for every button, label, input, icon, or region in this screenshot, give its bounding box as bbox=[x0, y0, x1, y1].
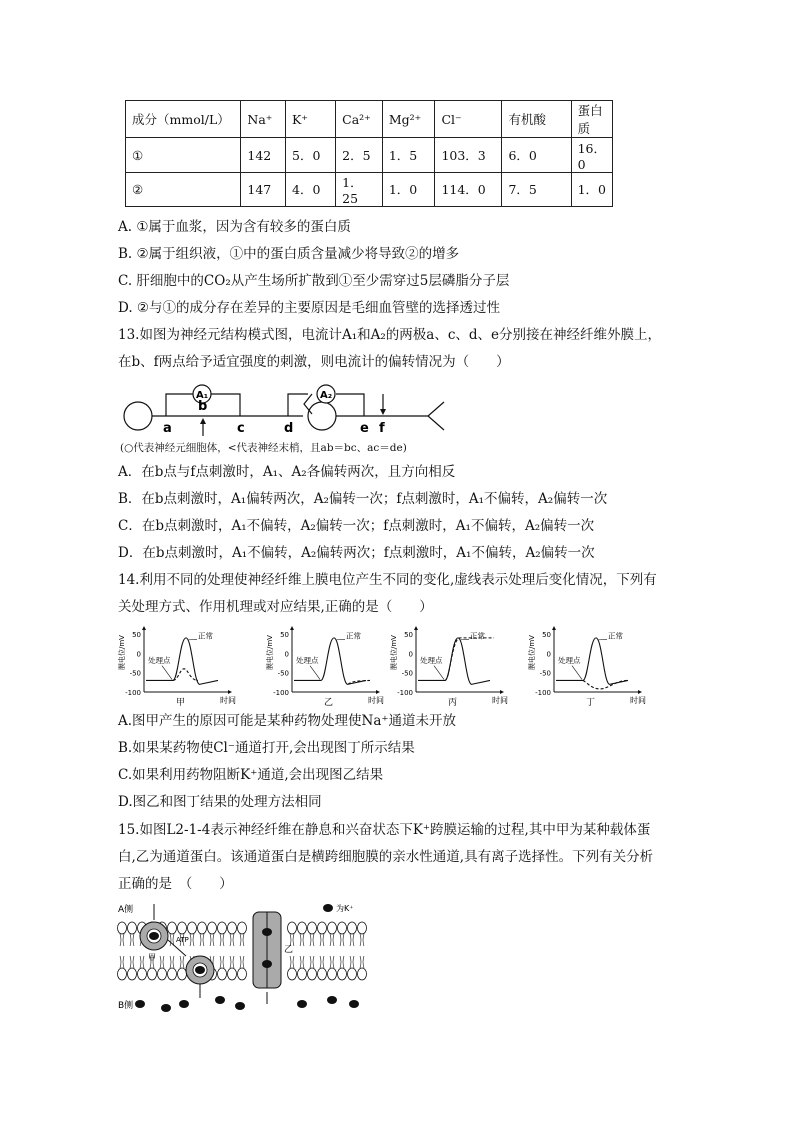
nerve-ending-symbol bbox=[304, 394, 312, 414]
phospholipid-head bbox=[178, 968, 187, 980]
y-tick-label: 0 bbox=[408, 650, 413, 659]
composition-table bbox=[125, 100, 613, 207]
phospholipid-tail bbox=[330, 934, 334, 946]
potassium-ion bbox=[150, 933, 158, 939]
q15-stem-line2: 白,乙为通道蛋白。该通道蛋白是横跨细胞膜的亲水性通道,具有离子选择性。下列有关分析 bbox=[118, 849, 654, 865]
phospholipid-tail bbox=[160, 956, 164, 968]
q14-option-c: C.如果利用药物阻断K⁺通道,会出现图乙结果 bbox=[118, 767, 384, 783]
meter-a2-label: A₂ bbox=[320, 390, 333, 401]
phospholipid-tail bbox=[310, 934, 314, 946]
phospholipid-head bbox=[138, 968, 147, 980]
phospholipid-tail bbox=[290, 956, 294, 968]
y-axis-label: 膜电位/mV bbox=[118, 635, 126, 670]
phospholipid-tail bbox=[320, 956, 324, 968]
table-header-cell: 成分（mmol/L） bbox=[126, 101, 241, 138]
label-leader bbox=[572, 666, 582, 680]
phospholipid-head bbox=[208, 922, 217, 934]
phospholipid-head bbox=[128, 968, 137, 980]
arrowhead-icon bbox=[228, 690, 232, 694]
y-tick-label: 50 bbox=[280, 631, 289, 639]
phospholipid-head bbox=[358, 922, 367, 934]
q14-stem-line1: 14.利用不同的处理使神经纤维上膜电位产生不同的变化,虚线表示处理后变化情况，下列有 bbox=[118, 572, 657, 588]
phospholipid-tail bbox=[210, 934, 214, 946]
q13-figure-caption: (○代表神经元细胞体，<代表神经末梢，且ab＝bc、ac＝de) bbox=[120, 442, 407, 454]
q15-stem-line3: 正确的是 （ ） bbox=[118, 876, 233, 892]
table-header-row bbox=[126, 101, 613, 138]
potassium-ion bbox=[327, 996, 337, 1004]
arrowhead-icon bbox=[500, 690, 504, 694]
phospholipid-tail bbox=[180, 956, 184, 968]
cell-body-right bbox=[308, 402, 336, 430]
phospholipid-head bbox=[338, 922, 347, 934]
table-cell: 1．0 bbox=[571, 172, 612, 206]
x-axis-label: 时间 bbox=[630, 696, 646, 705]
table-cell: 142 bbox=[241, 138, 286, 172]
phospholipid-head bbox=[308, 922, 317, 934]
potassium-ion bbox=[195, 966, 205, 974]
y-tick-label: 50 bbox=[404, 631, 413, 639]
table-cell: 7．5 bbox=[502, 172, 571, 206]
phospholipid-head bbox=[178, 922, 187, 934]
phospholipid-head bbox=[358, 968, 367, 980]
arrowhead-icon bbox=[376, 690, 380, 694]
phospholipid-tail bbox=[120, 956, 124, 968]
q12-option-a: A. ①属于血浆，因为含有较多的蛋白质 bbox=[118, 219, 351, 235]
table-cell: 1．25 bbox=[336, 172, 383, 206]
table-cell: 4．0 bbox=[286, 172, 336, 206]
phospholipid-head bbox=[328, 968, 337, 980]
table-cell: 5．0 bbox=[286, 138, 336, 172]
phospholipid-head bbox=[308, 968, 317, 980]
y-tick-label: 0 bbox=[284, 650, 289, 659]
table-header-cell: Cl⁻ bbox=[435, 101, 502, 138]
point-label-d: d bbox=[284, 421, 294, 436]
table-row bbox=[126, 172, 613, 206]
phospholipid-tail bbox=[360, 956, 364, 968]
phospholipid-head bbox=[228, 922, 237, 934]
phospholipid-tail bbox=[230, 956, 234, 968]
graph-name: 丙 bbox=[448, 698, 458, 708]
q14-option-a: A.图甲产生的原因可能是某种药物处理使Na⁺通道未开放 bbox=[118, 713, 457, 729]
x-axis-label: 时间 bbox=[492, 696, 508, 705]
graph-name: 乙 bbox=[324, 698, 334, 708]
phospholipid-tail bbox=[220, 934, 224, 946]
phospholipid-head bbox=[168, 968, 177, 980]
label-leader bbox=[434, 666, 444, 680]
legend-label: 为K⁺ bbox=[336, 904, 354, 913]
phospholipid-head bbox=[318, 922, 327, 934]
phospholipid-tail bbox=[350, 956, 354, 968]
table-cell: 114．0 bbox=[435, 172, 502, 206]
phospholipid-tail bbox=[240, 956, 244, 968]
table-header-cell: 有机酸 bbox=[502, 101, 571, 138]
phospholipid-tail bbox=[130, 956, 134, 968]
phospholipid-tail bbox=[170, 956, 174, 968]
phospholipid-head bbox=[238, 968, 247, 980]
table-cell: 6．0 bbox=[502, 138, 571, 172]
y-tick-label: -100 bbox=[397, 689, 413, 697]
x-axis-label: 时间 bbox=[220, 696, 236, 705]
y-tick-label: 50 bbox=[132, 631, 141, 639]
graph-panel bbox=[265, 626, 384, 708]
phospholipid-tail bbox=[340, 956, 344, 968]
table-cell: 103．3 bbox=[435, 138, 502, 172]
phospholipid-head bbox=[318, 968, 327, 980]
meter-a2-wire bbox=[336, 394, 364, 416]
phospholipid-tail bbox=[320, 934, 324, 946]
table-row bbox=[126, 138, 613, 172]
arrowhead-icon bbox=[200, 418, 206, 424]
normal-label: 正常 bbox=[346, 631, 361, 641]
phospholipid-head bbox=[218, 922, 227, 934]
phospholipid-head bbox=[348, 968, 357, 980]
label-leader bbox=[310, 666, 320, 680]
arrowhead-icon bbox=[552, 626, 556, 630]
nerve-ending-symbol bbox=[428, 402, 444, 430]
phospholipid-head bbox=[168, 922, 177, 934]
channel-label: 乙 bbox=[284, 945, 294, 955]
phospholipid-head bbox=[148, 968, 157, 980]
table-header-cell: Mg²⁺ bbox=[382, 101, 435, 138]
graph-panel bbox=[117, 626, 236, 708]
potassium-ion bbox=[297, 1000, 307, 1008]
q14-option-b: B.如果某药物使Cl⁻通道打开,会出现图丁所示结果 bbox=[118, 740, 415, 756]
phospholipid-head bbox=[298, 922, 307, 934]
phospholipid-tail bbox=[220, 956, 224, 968]
y-tick-label: 0 bbox=[136, 650, 141, 659]
potassium-ion bbox=[262, 960, 272, 968]
graph-name: 丁 bbox=[586, 698, 596, 708]
atp-label: ATP bbox=[176, 936, 189, 944]
phospholipid-tail bbox=[350, 934, 354, 946]
phospholipid-head bbox=[218, 968, 227, 980]
table-header-cell: Ca²⁺ bbox=[336, 101, 383, 138]
phospholipid-tail bbox=[140, 956, 144, 968]
phospholipid-head bbox=[288, 922, 297, 934]
carrier-label: 甲 bbox=[148, 953, 156, 962]
membrane-potential-graphs bbox=[118, 624, 658, 708]
x-axis-label: 时间 bbox=[368, 696, 384, 705]
phospholipid-tail bbox=[200, 934, 204, 946]
table-header-cell: Na⁺ bbox=[241, 101, 286, 138]
graph-name: 甲 bbox=[176, 698, 186, 708]
phospholipid-head bbox=[198, 922, 207, 934]
phospholipid-tail bbox=[120, 934, 124, 946]
potassium-ion bbox=[262, 928, 272, 936]
q13-stem-line1: 13.如图为神经元结构模式图，电流计A₁和A₂的两极a、c、d、e分别接在神经纤维外膜上， bbox=[118, 327, 662, 343]
y-tick-label: -50 bbox=[401, 669, 413, 678]
q13-stem-line2: 在b、f两点给予适宜强度的刺激，则电流计的偏转情况为（ ） bbox=[118, 354, 510, 370]
potassium-ion bbox=[161, 1004, 171, 1012]
q15-stem-line1: 15.如图L2-1-4表示神经纤维在静息和兴奋状态下K⁺跨膜运输的过程,其中甲为某种载体蛋 bbox=[118, 822, 651, 838]
y-tick-label: -50 bbox=[277, 669, 289, 678]
point-label-c: c bbox=[237, 421, 245, 436]
phospholipid-tail bbox=[130, 934, 134, 946]
phospholipid-tail bbox=[330, 956, 334, 968]
point-label-a: a bbox=[163, 421, 172, 436]
q14-option-d: D.图乙和图丁结果的处理方法相同 bbox=[118, 794, 322, 810]
y-axis-label: 膜电位/mV bbox=[266, 635, 274, 670]
table-header-cell: 蛋白质 bbox=[571, 101, 612, 138]
phospholipid-head bbox=[238, 922, 247, 934]
y-tick-label: -100 bbox=[273, 689, 289, 697]
y-tick-label: 0 bbox=[546, 650, 551, 659]
table-cell: ① bbox=[126, 138, 241, 172]
phospholipid-tail bbox=[360, 934, 364, 946]
phospholipid-tail bbox=[310, 956, 314, 968]
graph-panel bbox=[389, 626, 508, 708]
phospholipid-tail bbox=[240, 934, 244, 946]
q13-option-b: B．在b点刺激时，A₁偏转两次，A₂偏转一次；f点刺激时，A₁不偏转，A₂偏转一次 bbox=[118, 491, 608, 507]
label-leader bbox=[162, 666, 172, 680]
table-cell: 1．5 bbox=[382, 138, 435, 172]
point-label-f: f bbox=[379, 421, 385, 436]
q12-option-b: B. ②属于组织液，①中的蛋白质含量减少将导致②的增多 bbox=[118, 246, 460, 262]
phospholipid-head bbox=[328, 922, 337, 934]
y-axis-label: 膜电位/mV bbox=[528, 635, 536, 670]
y-tick-label: -50 bbox=[129, 669, 141, 678]
point-label-e: e bbox=[360, 421, 369, 436]
potassium-ion bbox=[235, 1002, 245, 1010]
potassium-ion bbox=[179, 1000, 189, 1008]
y-axis-label: 膜电位/mV bbox=[390, 635, 398, 670]
side-b-label: B侧 bbox=[118, 1001, 134, 1011]
phospholipid-tail bbox=[300, 956, 304, 968]
q13-option-d: D．在b点刺激时，A₁不偏转，A₂偏转两次；f点刺激时，A₁不偏转，A₂偏转一次 bbox=[118, 545, 595, 561]
phospholipid-head bbox=[348, 922, 357, 934]
treated-curve bbox=[583, 680, 628, 689]
table-cell: 1．0 bbox=[382, 172, 435, 206]
treated-curve bbox=[445, 638, 494, 681]
point-label-b: b bbox=[198, 399, 208, 414]
phospholipid-tail bbox=[300, 934, 304, 946]
table-cell: 16．0 bbox=[571, 138, 612, 172]
y-tick-label: -100 bbox=[125, 689, 141, 697]
table-header-cell: K⁺ bbox=[286, 101, 336, 138]
normal-label: 正常 bbox=[198, 631, 213, 641]
neuron-diagram bbox=[118, 380, 458, 440]
membrane-transport-diagram bbox=[118, 900, 378, 1010]
phospholipid-head bbox=[188, 922, 197, 934]
meter-a1-label: A₁ bbox=[196, 390, 209, 401]
phospholipid-head bbox=[338, 968, 347, 980]
arrowhead-icon bbox=[290, 626, 294, 630]
arrowhead-icon bbox=[142, 626, 146, 630]
y-tick-label: 50 bbox=[542, 631, 551, 639]
treat-point-label: 处理点 bbox=[558, 656, 581, 665]
treat-point-label: 处理点 bbox=[148, 656, 171, 665]
graph-panel bbox=[527, 626, 646, 708]
table-cell: 147 bbox=[241, 172, 286, 206]
q12-option-c: C. 肝细胞中的CO₂从产生场所扩散到①至少需穿过5层磷脂分子层 bbox=[118, 273, 510, 289]
y-tick-label: -100 bbox=[535, 689, 551, 697]
phospholipid-head bbox=[228, 968, 237, 980]
phospholipid-tail bbox=[230, 934, 234, 946]
phospholipid-tail bbox=[190, 934, 194, 946]
y-tick-label: -50 bbox=[539, 669, 551, 678]
q14-stem-line2: 关处理方式、作用机理或对应结果,正确的是（ ） bbox=[118, 599, 433, 615]
arrowhead-icon bbox=[638, 690, 642, 694]
q13-option-c: C．在b点刺激时，A₁不偏转，A₂偏转一次；f点刺激时，A₁不偏转，A₂偏转一次 bbox=[118, 518, 595, 534]
phospholipid-head bbox=[288, 968, 297, 980]
arrowhead-icon bbox=[414, 626, 418, 630]
phospholipid-head bbox=[298, 968, 307, 980]
potassium-ion bbox=[215, 996, 225, 1004]
table-cell: ② bbox=[126, 172, 241, 206]
normal-label: 正常 bbox=[608, 631, 623, 641]
phospholipid-head bbox=[118, 922, 127, 934]
q13-option-a: A．在b点与f点刺激时，A₁、A₂各偏转两次，且方向相反 bbox=[118, 464, 456, 480]
normal-label: 正常 bbox=[470, 631, 485, 641]
phospholipid-head bbox=[158, 968, 167, 980]
treat-point-label: 处理点 bbox=[296, 656, 319, 665]
potassium-ion bbox=[135, 1000, 145, 1008]
arrowhead-icon bbox=[380, 409, 386, 415]
phospholipid-head bbox=[128, 922, 137, 934]
side-a-label: A侧 bbox=[118, 905, 134, 915]
phospholipid-head bbox=[118, 968, 127, 980]
potassium-ion bbox=[323, 904, 333, 912]
phospholipid-tail bbox=[340, 934, 344, 946]
q12-option-d: D. ②与①的成分存在差异的主要原因是毛细血管壁的选择透过性 bbox=[118, 300, 501, 316]
cell-body-left bbox=[124, 402, 152, 430]
table-cell: 2．5 bbox=[336, 138, 383, 172]
treat-point-label: 处理点 bbox=[420, 656, 443, 665]
potassium-ion bbox=[349, 1000, 359, 1008]
